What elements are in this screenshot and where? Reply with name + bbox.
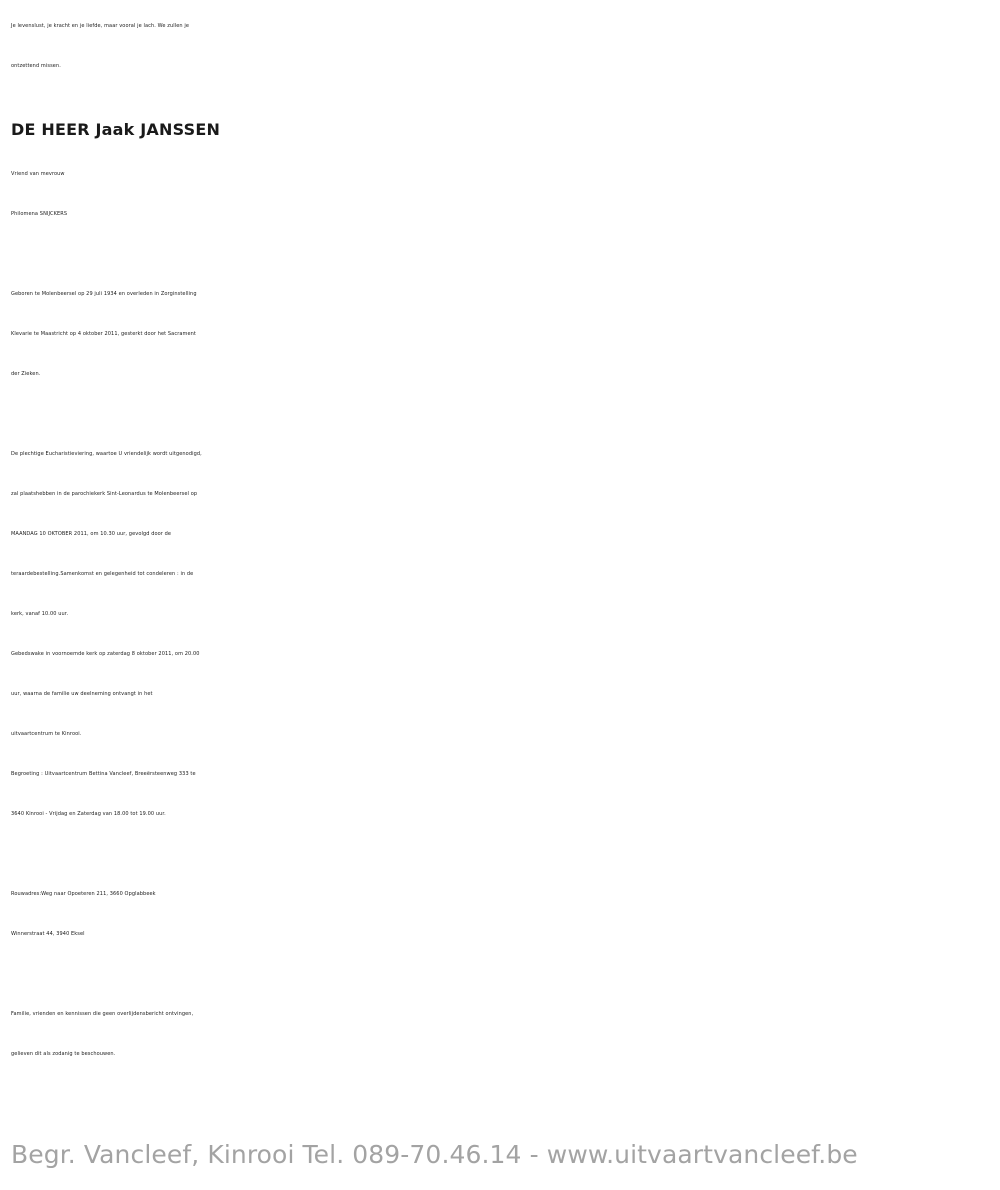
relation-line: Vriend van mevrouw xyxy=(11,171,65,177)
intro-line: ontzettend missen. xyxy=(11,63,61,69)
funeral-home-footer: Begr. Vancleef, Kinrooi Tel. 089-70.46.14 - www.uitvaartvancleef.be xyxy=(11,1140,858,1169)
paragraph-line: MAANDAG 10 OKTOBER 2011, om 10.30 uur, gevolgd door de xyxy=(11,531,172,537)
paragraph-line: uur, waarna de familie uw deelneming ontvangt in het xyxy=(11,691,153,697)
spacer xyxy=(11,954,996,994)
closing-paragraph xyxy=(11,994,996,1074)
birth-death-paragraph xyxy=(11,274,996,394)
paragraph-line: zal plaatshebben in de parochiekerk Sint-Leonardus te Molenbeersel op xyxy=(11,491,198,497)
paragraph-line: Geboren te Molenbeersel op 29 juli 1934 en overleden in Zorginstelling xyxy=(11,291,197,297)
spacer xyxy=(11,394,996,434)
paragraph-line: Familie, vrienden en kennissen die geen overlijdensbericht ontvingen, xyxy=(11,1011,194,1017)
ceremony-paragraph xyxy=(11,434,996,834)
relation-text xyxy=(11,154,996,234)
intro-text xyxy=(11,6,996,86)
intro-line: Je levenslust, je kracht en je liefde, maar vooral je lach. We zullen je xyxy=(11,23,189,29)
paragraph-line: Klevarie te Maastricht op 4 oktober 2011, gesterkt door het Sacrament xyxy=(11,331,196,337)
paragraph-line: Gebedswake in voornoemde kerk op zaterdag 8 oktober 2011, om 20.00 xyxy=(11,651,200,657)
paragraph-line: teraardebestelling.Samenkomst en gelegenheid tot condeleren : in de xyxy=(11,571,194,577)
paragraph-line: 3640 Kinrooi - Vrijdag en Zaterdag van 18.00 tot 19.00 uur. xyxy=(11,811,166,817)
deceased-name: DE HEER Jaak JANSSEN xyxy=(11,120,221,139)
address-paragraph xyxy=(11,874,996,954)
paragraph-line: Begroeting : Uitvaartcentrum Bettina Vancleef, Breeërsteenweg 333 te xyxy=(11,771,196,777)
relation-line: Philomena SNIJCKERS xyxy=(11,211,68,217)
paragraph-line: der Zieken. xyxy=(11,371,41,377)
spacer xyxy=(11,834,996,874)
address-line: Winnerstraat 44, 3940 Eksel xyxy=(11,931,85,937)
paragraph-line: gelieven dit als zodanig te beschouwen. xyxy=(11,1051,116,1057)
paragraph-line: kerk, vanaf 10.00 uur. xyxy=(11,611,69,617)
obituary-notice xyxy=(11,6,996,1074)
paragraph-line: uitvaartcentrum te Kinrooi. xyxy=(11,731,82,737)
address-line: Rouwadres:Weg naar Opoeteren 211, 3660 Opglabbeek xyxy=(11,891,156,897)
paragraph-line: De plechtige Eucharistieviering, waartoe U vriendelijk wordt uitgenodigd, xyxy=(11,451,202,457)
spacer xyxy=(11,234,996,274)
